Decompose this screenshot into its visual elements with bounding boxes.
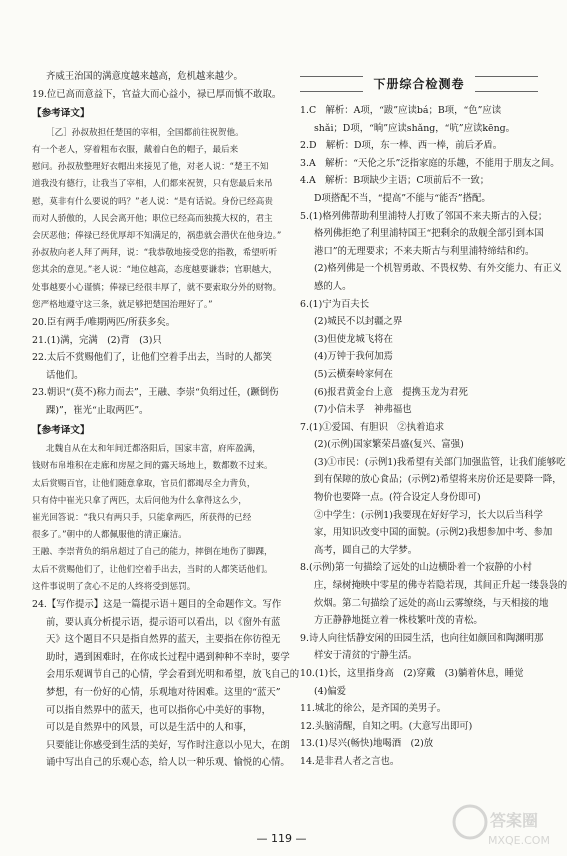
right-column-line (300, 665, 538, 683)
section-title: 下册综合检测卷 (363, 75, 474, 92)
line-text: 太后不赏赐他们了，让他们空着手出去，当时的人都笑话他们。 (32, 564, 273, 575)
right-column-line (300, 753, 538, 771)
line-text: 23.朝识“(莫不)称力而去”，王融、李崇“负绢过任，(蹶倒伤 (32, 387, 279, 399)
left-column (32, 68, 300, 772)
right-column-line (300, 208, 548, 226)
left-column-line (32, 314, 282, 332)
right-column-line (300, 296, 538, 314)
line-text: 有一个老人，穿着粗布衣服，戴着白色的帽子，最后来 (32, 144, 239, 155)
left-column-line (32, 527, 282, 544)
line-text: 您其余的意见。”老人说：“地位越高，态度越要谦恭；官职越大， (32, 265, 278, 276)
left-column-line (32, 614, 282, 632)
right-column-line (300, 137, 538, 155)
line-text: 会厌恶他；俸禄已经优厚却不知满足的，祸患就会潜伏在他身边。” (32, 231, 282, 241)
right-column-line (300, 612, 538, 630)
left-column-line (32, 649, 290, 667)
line-text: (4)万钟于我何加焉 (314, 351, 393, 363)
line-text: 9.诗人向往恬静安闲的田园生活，也向往如颜回和陶渊明那 (300, 632, 544, 644)
line-text: 5.(1)格列佛帮助利里浦特人打败了邻国不来夫斯古的入侵； (300, 210, 548, 222)
right-column-line (300, 278, 538, 296)
line-text: 20.臣有两手/唯期两匹/所获多矣。 (32, 317, 176, 329)
left-column-line (32, 476, 282, 493)
line-text: 道我没有德行，让我当了宰相，人们都来祝贺，只有您最后来吊 (32, 179, 273, 190)
line-text: 8.(示例)第一句描绘了远处的山边横卧着一个寂静的小村 (300, 562, 532, 574)
line-text: 慰，莫非有什么要说的吗？”老人说：“是有话说。身份已经高贵 (32, 196, 273, 207)
reference-translation-label: 【参考译文】 (32, 424, 90, 436)
right-column-line (300, 190, 538, 208)
line-text: 只有侍中崔光只拿了两匹，太后问他为什么拿得这么少， (32, 495, 247, 506)
line-text: 踝)”，崔光“止取两匹”。 (46, 404, 149, 416)
right-column-line (300, 595, 549, 613)
line-text: 21.(1)满，完满 (2)背 (3)只 (32, 334, 162, 346)
right-column-line (300, 471, 562, 489)
left-column-line (32, 631, 282, 649)
line-text: 1.C 解析：A项，“跋”应读bá；B项，“色”应读 (300, 105, 502, 116)
left-column-line (32, 297, 282, 314)
line-text: D项搭配不当，“提高”不能与“能否”搭配。 (314, 192, 491, 204)
right-column-line (300, 577, 567, 595)
line-text: (3)但使龙城飞将在 (314, 333, 393, 345)
right-column-line (300, 436, 538, 454)
right-column-line (300, 524, 553, 542)
line-text: (2)格列佛是一个机智勇敢、不畏权势、有外交能力、有正义 (314, 263, 562, 275)
right-column-line (300, 102, 538, 120)
line-text: (2)(示例)国家繁荣昌盛(复兴、富强) (314, 439, 464, 451)
line-text: 可以是自然界中的风景，可以是生活中的人和事， (46, 722, 253, 734)
right-column-line (300, 243, 538, 261)
line-text: (5)云横秦岭家何在 (314, 368, 393, 380)
right-column-line (300, 700, 538, 718)
right-column-line (300, 384, 538, 402)
right-column-line (300, 331, 538, 349)
line-text: 慰问。孙叔敖整理好衣帽出来接见了他，对老人说：“楚王不知 (32, 162, 269, 173)
line-text: (6)报君黄金台上意 提携玉龙为君死 (314, 386, 468, 398)
line-text: 孙叔敖向老人拜了两拜，说：“我恭敬地接受您的指教，希望听听 (32, 248, 278, 259)
line-text: 北魏自从在太和年间迁都洛阳后，国家丰富，府库盈满， (46, 444, 261, 455)
line-text: 太后赏赐百官，让他们随意拿取，官员们都竭尽全力背负， (32, 478, 256, 489)
left-column-line (32, 103, 282, 125)
page-number: — 119 — (256, 832, 307, 845)
line-text: 12.头脑清醒，自知之明。(大意写出即可) (300, 720, 473, 732)
line-text: 家，用知识改变中国的面貌。(示例2)我想参加中考、参加 (314, 527, 553, 539)
left-column-line (32, 68, 282, 86)
line-text: 港口”的无理要求；不来夫斯古与利里浦特缔结和约。 (314, 245, 535, 257)
left-column-line (32, 402, 282, 420)
left-column-line (32, 493, 282, 510)
left-column-line (32, 544, 282, 561)
line-text: 会用乐观调节自己的心情，学会看到光明和希望，放飞自己的 (46, 669, 300, 681)
left-column-line (32, 702, 282, 720)
right-column-line (300, 313, 538, 331)
right-column-line (300, 507, 543, 525)
line-text: 6.(1)宁为百夫长 (300, 298, 370, 310)
line-text: 诵中写出自己的乐观心态，给人以一种乐观、愉悦的心情。 (46, 757, 290, 769)
line-text: 7.(1)①爱国、有胆识 ②执着追求 (300, 421, 445, 433)
line-text: 24.【写作提示】这是一篇提示语＋题目的全命题作文。写作 (32, 599, 282, 610)
line-text: 处事越要小心谨慎；俸禄已经很丰厚了，就不要索取分外的财物。 (32, 282, 282, 293)
line-text: 14.是非君人者之言也。 (300, 755, 400, 767)
svg-text:答案圈: 答案圈 (490, 811, 539, 830)
left-column-line (32, 245, 282, 262)
line-text: 13.(1)尽兴(畅快)地喝酒 (2)放 (300, 738, 434, 750)
line-text: 3.A 解析：“天伦之乐”泛指家庭的乐趣，不能用于朋友之间。 (300, 157, 560, 169)
right-column-line (300, 348, 538, 366)
left-column-line (32, 384, 282, 402)
line-text: ②中学生：(示例1)我要现在好好学习，长大以后当科学 (314, 509, 543, 521)
left-column-line (32, 458, 282, 475)
left-column-line (32, 194, 282, 211)
right-column-line (300, 454, 566, 472)
left-column-line (32, 510, 282, 527)
reference-translation-label: 【参考译文】 (32, 108, 90, 120)
left-column-line (32, 684, 282, 702)
line-text: 4.A 解析：B项缺少主语；C项前后不一致； (300, 175, 490, 187)
right-column-line (300, 735, 538, 753)
left-column-line (32, 349, 282, 367)
line-text: 2.D 解析：D项，东一棒、西一棒，前后矛盾。 (300, 140, 503, 152)
left-column-line (32, 159, 282, 176)
left-column-line (32, 332, 282, 350)
left-column-line (32, 441, 282, 458)
left-column-line (32, 579, 282, 596)
left-column-line (32, 86, 282, 104)
line-text: 样安于清贫的宁静生活。 (314, 650, 418, 662)
line-text: 庄，绿树掩映中零星的佛寺若隐若现，其间正升起一缕袅袅的 (314, 580, 567, 592)
left-column-line (32, 176, 282, 193)
right-column (300, 102, 567, 771)
line-text: 王融、李崇背负的绢帛超过了自己的能力，摔倒在地伤了脚踝， (32, 547, 273, 558)
left-column-line (32, 754, 290, 772)
line-text: 19.位已高而意益下，官益大而心益小，禄已厚而慎不敢取。 (32, 88, 282, 100)
left-column-line (32, 228, 282, 245)
left-column-line (32, 596, 282, 614)
left-column-line (32, 125, 282, 142)
line-text: 高考，圆自己的大学梦。 (314, 544, 418, 556)
line-text: 齐威王治国的满意度越来越高，危机越来越少。 (46, 71, 243, 82)
right-column-line (300, 260, 562, 278)
watermark-logo (448, 800, 558, 852)
left-column-line (32, 367, 282, 385)
section-heading (300, 70, 538, 96)
right-column-line (300, 366, 538, 384)
line-text: (4)偏爱 (314, 685, 347, 697)
line-text: 助时，遇到困难时，在你成长过程中遇到种种不幸时，要学 (46, 651, 290, 663)
line-text: 崔光回答说：“我只有两只手，只能拿两匹，所获得的已经 (32, 512, 252, 523)
line-text: (7)小信未孚 神弗福也 (314, 404, 412, 416)
line-text: 很多了。”朝中的人都佩服他的清正廉洁。 (32, 530, 187, 541)
line-text: 话他们。 (46, 369, 84, 381)
line-text: 梦想，有一份好的心情，乐观地对待困难。这里的“蓝天” (46, 686, 281, 698)
right-column-line (300, 630, 544, 648)
line-text: 10.(1)长，这里指身高 (2)穿戴 (3)躺着休息，睡觉 (300, 668, 524, 679)
left-column-line (32, 420, 282, 442)
line-text: 前，要认真分析提示语，提示语可以看出，以《窗外有蓝 (46, 616, 281, 628)
left-column-line (32, 737, 290, 755)
right-column-line (300, 155, 560, 173)
left-column-line (32, 280, 282, 297)
left-column-line (32, 211, 282, 228)
right-column-line (300, 401, 538, 419)
right-column-line (300, 172, 538, 190)
right-column-line (300, 419, 538, 437)
line-text: 11.城北的徐公，是齐国的美男子。 (300, 703, 447, 715)
line-text: (2)城民不以封疆之界 (314, 316, 403, 328)
line-text: 到有保障的放心食品；(示例2)希望将来房价还是要降一降， (314, 474, 562, 486)
right-column-line (300, 489, 538, 507)
line-text: 方正静静地挺立着一株枝繁叶茂的青松。 (314, 615, 483, 627)
line-text: 22.太后不赏赐他们了，让他们空着手出去，当时的人都笑 (32, 352, 272, 364)
line-text: ［乙］孙叔敖担任楚国的宰相，全国都前往祝贺他。 (46, 127, 244, 138)
right-column-line (300, 647, 538, 665)
line-text: 您严格地遵守这三条，就足够把楚国治理好了。” (32, 299, 213, 310)
right-column-line (300, 559, 538, 577)
right-column-line (300, 718, 538, 736)
line-text: shǎi；D项，“晌”应读shǎng，“吭”应读kēng。 (314, 122, 515, 134)
line-text: 天》这个题目不只是指自然界的蓝天，主要指在你彷徨无 (46, 634, 281, 646)
line-text: 而对人骄傲的，人民会离开他；职位已经高而独揽大权的，君主 (32, 213, 273, 224)
left-column-line (32, 562, 282, 579)
line-text: 只要能让你感受到生活的美好，写作时注意以小见大，在朗 (46, 739, 290, 751)
line-text: 这件事说明了贪心不足的人终将受到惩罚。 (32, 581, 196, 592)
left-column-line (32, 142, 282, 159)
left-column-line (32, 666, 300, 684)
line-text: 炊烟。第二句描绘了远处的高山云雾缭绕，与天相接的地 (314, 597, 549, 609)
left-column-line (32, 719, 282, 737)
right-column-line (300, 683, 538, 701)
left-column-line (32, 262, 282, 279)
line-text: 可以指自然界中的蓝天，也可以指你心中美好的事物， (46, 704, 272, 716)
line-text: 格列佛拒绝了利里浦特国王“把剩余的敌舰全部引到本国 (314, 228, 544, 240)
right-column-line (300, 542, 538, 560)
right-column-line (300, 225, 544, 243)
line-text: 感的人。 (314, 280, 352, 292)
right-column-line (300, 120, 538, 138)
svg-text:MXQE.COM: MXQE.COM (488, 834, 550, 847)
line-text: 物价也要降一点。(符合设定人身份即可) (314, 492, 481, 504)
line-text: 钱财布帛堆积在走廊和房屋之间的露天场地上，数都数不过来。 (32, 461, 273, 472)
line-text: (3)①市民：(示例1)我希望有关部门加强监管，让我们能够吃 (314, 456, 566, 468)
